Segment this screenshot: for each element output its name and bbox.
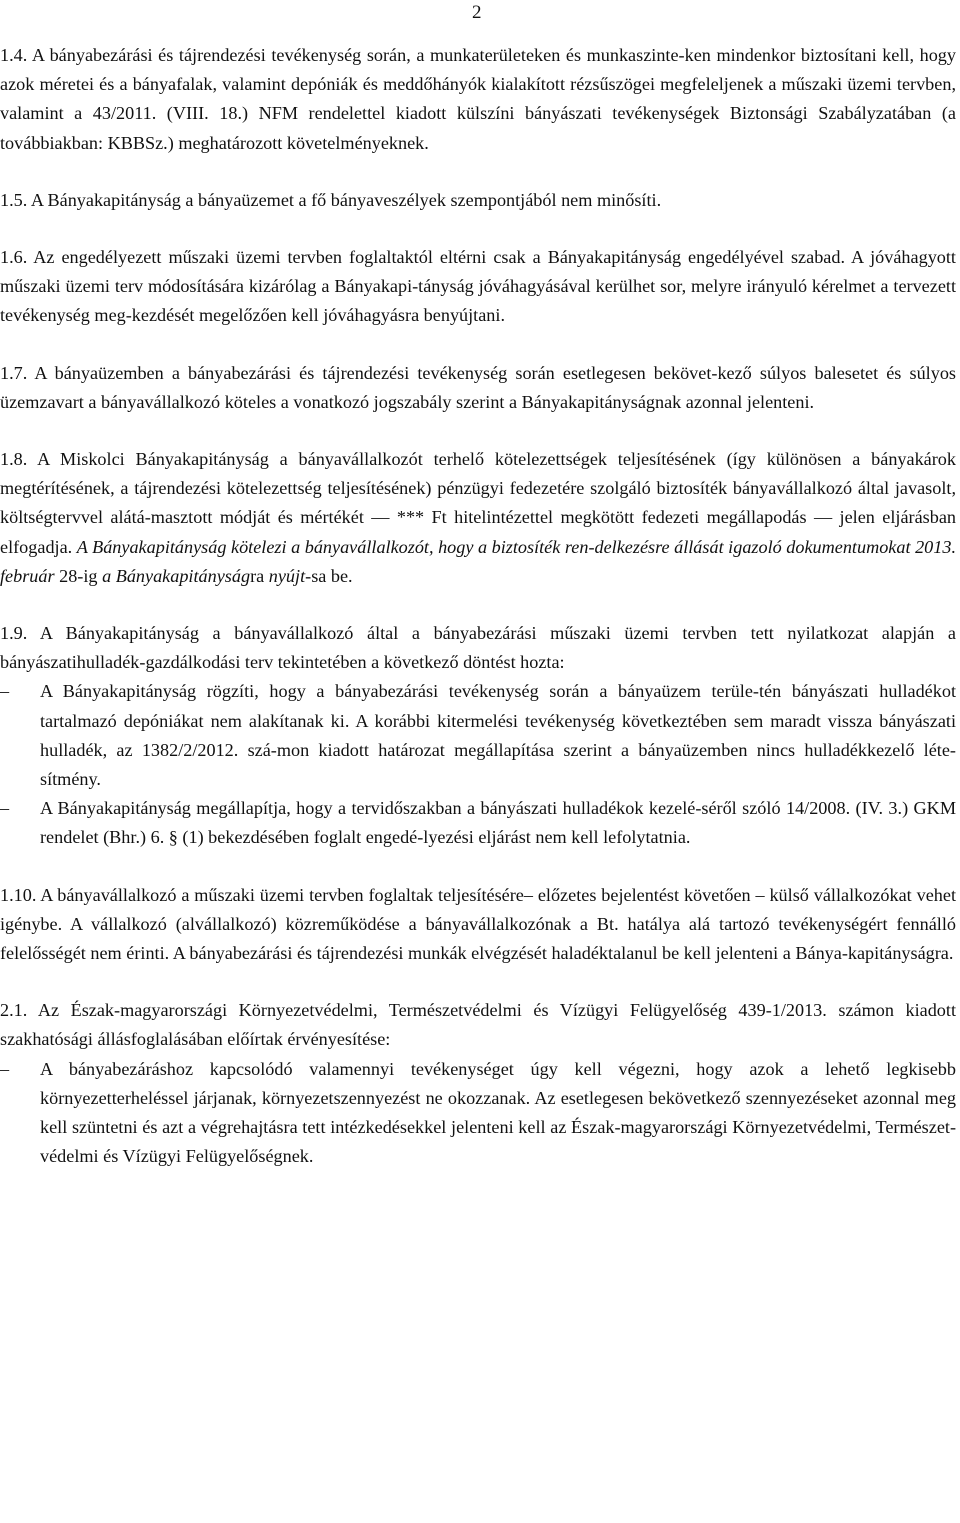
list-item-text: A Bányakapitányság rögzíti, hogy a bányabezárási tevékenység során a bányaüzem terüle-tén bányászati hulladékot tartalmazó depóniákat nem alakítanak ki. A korábbi kitermelési tevékenység következtében sem maradt vissza bányászati hulladék, az 1382/2/2012. szá-mon kiadott határozat megállapítása szerint a bányaüzemben nincs hulladékkezelő léte-sítmény. — [40, 681, 956, 790]
dash-bullet: – — [0, 1058, 10, 1079]
paragraph-1-6: 1.6. Az engedélyezett műszaki üzemi tervben foglaltaktól eltérni csak a Bányakapitányság engedélyével szabad. A jóváhagyott műszaki üzemi terv módosítására kizárólag a Bányakapi-tányság jóváhagyásával kerülhet sor, melyre irányuló kérelmet a tervezett tevékenység meg-kezdését megelőzően kell jóváhagyásra benyújtani. — [0, 247, 956, 326]
list-item — [0, 794, 956, 852]
dash-bullet: – — [0, 681, 10, 702]
dash-bullet: – — [0, 798, 10, 819]
p18-plain-4: sa be. — [311, 565, 353, 586]
list-item — [0, 1055, 956, 1172]
p18-plain-3: ra — [250, 565, 269, 586]
list-1-9 — [0, 677, 956, 852]
paragraph-1-9: 1.9. A Bányakapitányság a bányavállalkozó által a bányabezárási műszaki üzemi tervben tett nyilatkozat alapján a bányászatihulladék-gazdálkodási terv tekintetében a következő döntést hozta: — [0, 623, 956, 673]
p18-plain-1: 1.8. A Miskolci Bányakapitányság a bányavállalkozót terhelő kötelezettségek teljesítésének (így különösen a bányakárok megtérítésének, a tájrendezési kötelezettség teljesítésének) pénzügyi fedezetére szolgáló biztosíték bányavállalkozó által javasolt, költségtervvel alátá-masztott módját és mértékét — *** Ft hitelintézettel megkötött fedezeti megállapodás — jelen eljárásban elfogadja. — [0, 449, 956, 557]
paragraph-1-5: 1.5. A Bányakapitányság a bányaüzemet a fő bányaveszélyek szempontjából nem minősíti. — [0, 189, 662, 210]
paragraph-1-8 — [0, 445, 956, 591]
list-item — [0, 677, 956, 794]
document-body — [0, 41, 956, 1200]
p18-italic-3: nyújt- — [268, 565, 312, 586]
p18-italic-2: a Bányakapitányság — [102, 565, 251, 586]
list-2-1 — [0, 1055, 956, 1172]
paragraph-1-4: 1.4. A bányabezárási és tájrendezési tevékenység során, a munkaterületeken és munkaszinte-ken mindenkor biztosítani kell, hogy azok méretei és a bányafalak, valamint depóniák és meddőhányók kialakított rézsűszögei megfeleljenek a műszaki üzemi tervben, valamint a 43/2011. (VIII. 18.) NFM rendelettel kiadott külszíni bányászati tevékenységek Biztonsági Szabályzatában (a továbbiakban: KBBSz.) meghatározott követelményeknek. — [0, 45, 956, 153]
list-item-text: A bányabezáráshoz kapcsolódó valamennyi tevékenységet úgy kell végezni, hogy azok a lehető legkisebb környezetterheléssel járjanak, környezetszennyezést ne okozzanak. Az esetlegesen bekövetkező szennyezéseket azonnal meg kell szüntetni és azt a végrehajtásra tett intézkedésekkel jelenteni kell az Észak-magyarországi Környezetvédelmi, Természet-védelmi és Vízügyi Felügyelőségnek. — [40, 1058, 956, 1167]
paragraph-1-10: 1.10. A bányavállalkozó a műszaki üzemi tervben foglaltak teljesítésére– előzetes bejelentést követően – külső vállalkozókat vehet igénybe. A vállalkozó (alvállalkozó) közreműködése a bányavállalkozónak a Bt. hatálya alá tartozó tevékenységért fennálló felelősségét nem érinti. A bányabezárási és tájrendezési munkák elvégzését haladéktalanul be kell jelenteni a Bánya-kapitányságra. — [0, 884, 956, 964]
list-item-text: A Bányakapitányság megállapítja, hogy a tervidőszakban a bányászati hulladékok kezelé-séről szóló 14/2008. (IV. 3.) GKM rendelet (Bhr.) 6. § (1) bekezdésében foglalt engedé-lyezési eljárást nem kell lefolytatnia. — [40, 798, 956, 848]
paragraph-1-7: 1.7. A bányaüzemben a bányabezárási és tájrendezési tevékenység során esetlegesen bekövet-kező súlyos balesetet és súlyos üzemzavart a bányavállalkozó köteles a vonatkozó jogszabály szerint a Bányakapitányságnak azonnal jelenteni. — [0, 362, 956, 412]
paragraph-2-1: 2.1. Az Észak-magyarországi Környezetvédelmi, Természetvédelmi és Vízügyi Felügyelőség 439-1/2013. számon kiadott szakhatósági állásfoglalásában előírtak érvényesítése: — [0, 1000, 956, 1050]
p18-plain-2: 28-ig — [54, 565, 103, 586]
p18-italic-1: A Bányakapitányság kötelezi a bányavállalkozót, hogy a biztosíték ren-delkezésre állását igazoló dokumentumokat 2013. február — [0, 536, 956, 586]
page-number: 2 — [472, 2, 482, 23]
